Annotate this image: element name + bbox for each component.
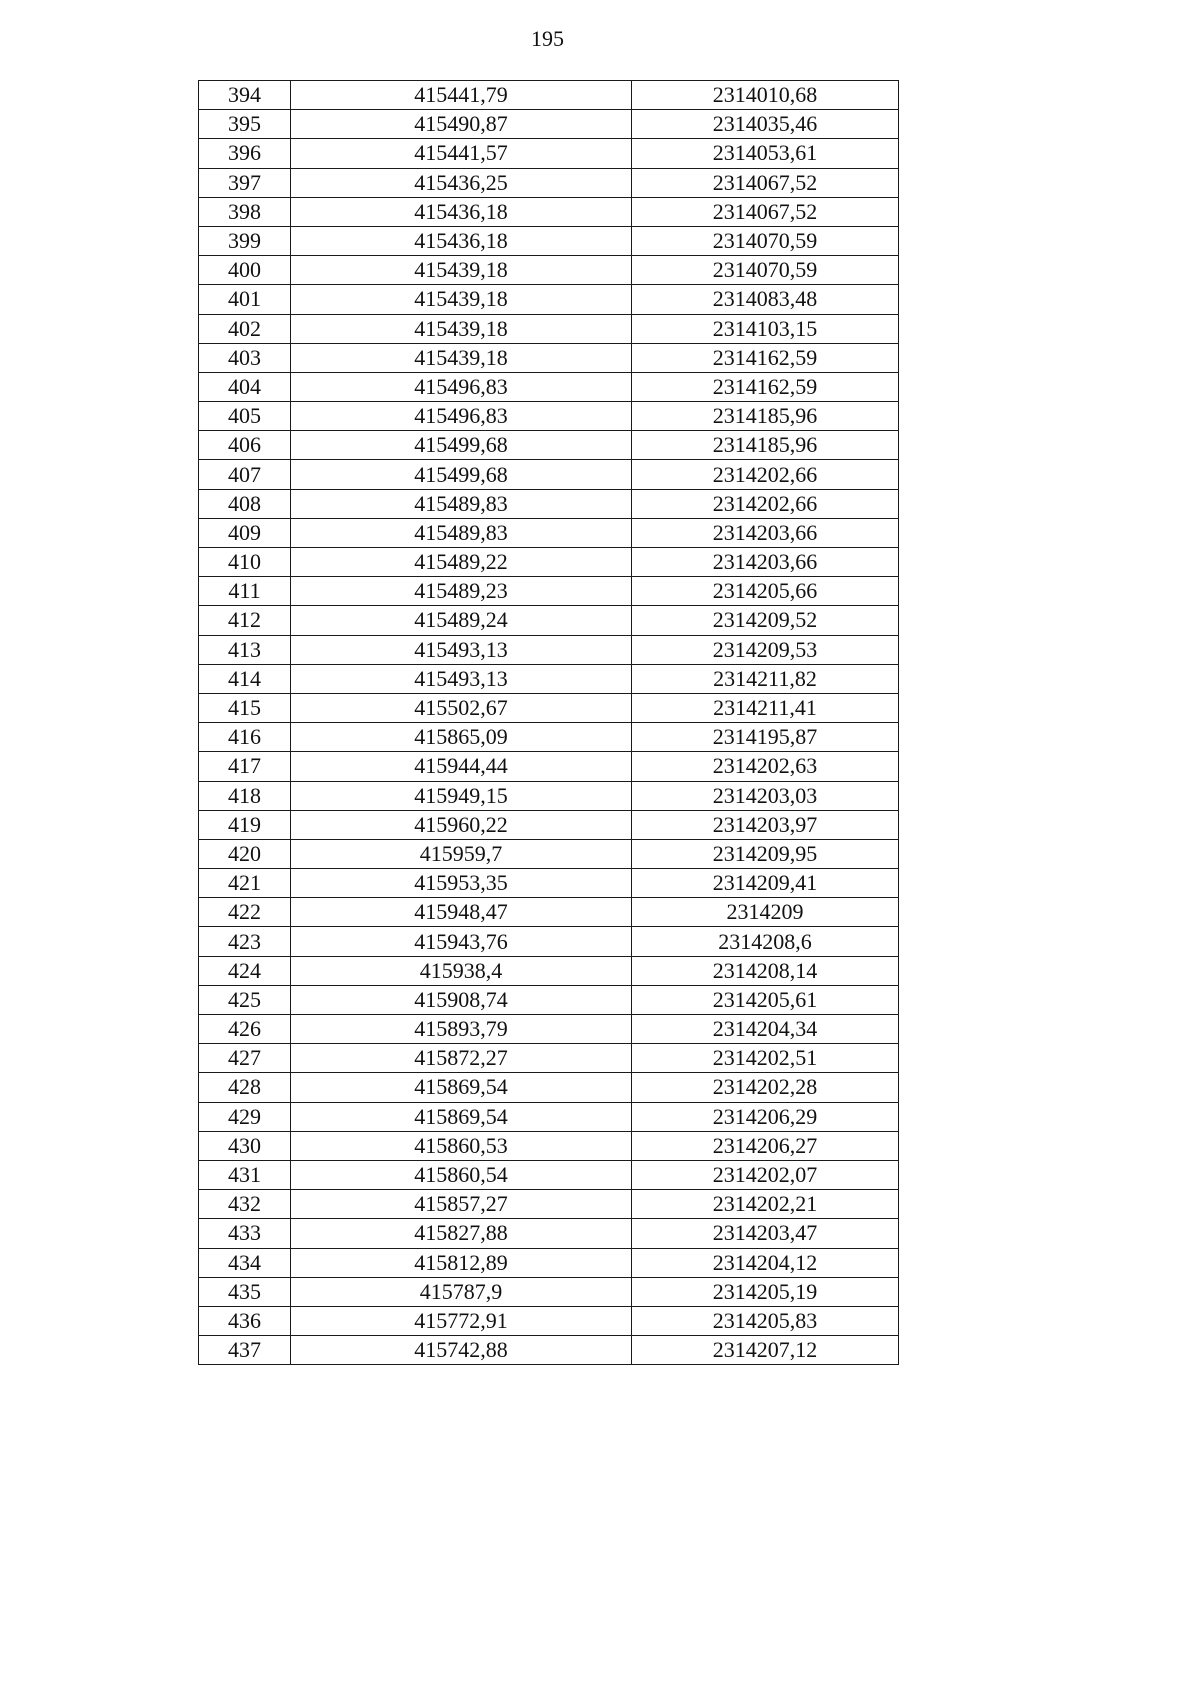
y-coordinate-cell: 2314202,63 [632, 752, 899, 781]
y-coordinate-cell: 2314208,6 [632, 927, 899, 956]
y-coordinate-cell: 2314070,59 [632, 256, 899, 285]
y-coordinate-cell: 2314053,61 [632, 139, 899, 168]
table-row [199, 723, 899, 752]
x-coordinate-cell: 415812,89 [291, 1248, 632, 1277]
y-coordinate-cell: 2314185,96 [632, 402, 899, 431]
table-row [199, 1131, 899, 1160]
y-coordinate-cell: 2314202,51 [632, 1044, 899, 1073]
table-row [199, 1336, 899, 1365]
table-row [199, 518, 899, 547]
y-coordinate-cell: 2314203,47 [632, 1219, 899, 1248]
table-row [199, 898, 899, 927]
y-coordinate-cell: 2314202,07 [632, 1160, 899, 1189]
point-number-cell: 424 [199, 956, 291, 985]
table-row [199, 606, 899, 635]
table-row [199, 1160, 899, 1189]
point-number-cell: 427 [199, 1044, 291, 1073]
y-coordinate-cell: 2314209,52 [632, 606, 899, 635]
y-coordinate-cell: 2314067,52 [632, 168, 899, 197]
point-number-cell: 401 [199, 285, 291, 314]
y-coordinate-cell: 2314211,82 [632, 664, 899, 693]
table-row [199, 664, 899, 693]
coordinates-table-body [199, 81, 899, 1365]
table-row [199, 256, 899, 285]
table-row [199, 1015, 899, 1044]
table-row [199, 314, 899, 343]
x-coordinate-cell: 415499,68 [291, 431, 632, 460]
point-number-cell: 413 [199, 635, 291, 664]
y-coordinate-cell: 2314204,34 [632, 1015, 899, 1044]
x-coordinate-cell: 415943,76 [291, 927, 632, 956]
x-coordinate-cell: 415860,54 [291, 1160, 632, 1189]
point-number-cell: 416 [199, 723, 291, 752]
y-coordinate-cell: 2314070,59 [632, 226, 899, 255]
y-coordinate-cell: 2314208,14 [632, 956, 899, 985]
point-number-cell: 402 [199, 314, 291, 343]
point-number-cell: 429 [199, 1102, 291, 1131]
point-number-cell: 411 [199, 577, 291, 606]
point-number-cell: 435 [199, 1277, 291, 1306]
x-coordinate-cell: 415441,79 [291, 81, 632, 110]
y-coordinate-cell: 2314035,46 [632, 110, 899, 139]
point-number-cell: 403 [199, 343, 291, 372]
x-coordinate-cell: 415827,88 [291, 1219, 632, 1248]
table-row [199, 1102, 899, 1131]
x-coordinate-cell: 415489,83 [291, 518, 632, 547]
coordinates-table [198, 80, 899, 1365]
x-coordinate-cell: 415439,18 [291, 256, 632, 285]
table-row [199, 226, 899, 255]
x-coordinate-cell: 415953,35 [291, 869, 632, 898]
point-number-cell: 425 [199, 985, 291, 1014]
point-number-cell: 428 [199, 1073, 291, 1102]
table-row [199, 285, 899, 314]
table-row [199, 139, 899, 168]
x-coordinate-cell: 415489,24 [291, 606, 632, 635]
point-number-cell: 406 [199, 431, 291, 460]
x-coordinate-cell: 415490,87 [291, 110, 632, 139]
table-row [199, 110, 899, 139]
x-coordinate-cell: 415944,44 [291, 752, 632, 781]
y-coordinate-cell: 2314205,66 [632, 577, 899, 606]
x-coordinate-cell: 415493,13 [291, 664, 632, 693]
point-number-cell: 409 [199, 518, 291, 547]
table-row [199, 635, 899, 664]
table-row [199, 1248, 899, 1277]
table-row [199, 489, 899, 518]
point-number-cell: 414 [199, 664, 291, 693]
x-coordinate-cell: 415496,83 [291, 402, 632, 431]
y-coordinate-cell: 2314162,59 [632, 343, 899, 372]
table-row [199, 1044, 899, 1073]
point-number-cell: 437 [199, 1336, 291, 1365]
point-number-cell: 432 [199, 1190, 291, 1219]
y-coordinate-cell: 2314205,83 [632, 1306, 899, 1335]
x-coordinate-cell: 415493,13 [291, 635, 632, 664]
x-coordinate-cell: 415502,67 [291, 693, 632, 722]
y-coordinate-cell: 2314204,12 [632, 1248, 899, 1277]
x-coordinate-cell: 415742,88 [291, 1336, 632, 1365]
point-number-cell: 431 [199, 1160, 291, 1189]
y-coordinate-cell: 2314206,29 [632, 1102, 899, 1131]
x-coordinate-cell: 415499,68 [291, 460, 632, 489]
x-coordinate-cell: 415949,15 [291, 781, 632, 810]
x-coordinate-cell: 415489,23 [291, 577, 632, 606]
point-number-cell: 419 [199, 810, 291, 839]
point-number-cell: 417 [199, 752, 291, 781]
point-number-cell: 423 [199, 927, 291, 956]
table-row [199, 927, 899, 956]
x-coordinate-cell: 415869,54 [291, 1073, 632, 1102]
y-coordinate-cell: 2314010,68 [632, 81, 899, 110]
table-row [199, 548, 899, 577]
point-number-cell: 421 [199, 869, 291, 898]
point-number-cell: 395 [199, 110, 291, 139]
point-number-cell: 394 [199, 81, 291, 110]
point-number-cell: 398 [199, 197, 291, 226]
y-coordinate-cell: 2314206,27 [632, 1131, 899, 1160]
table-row [199, 752, 899, 781]
x-coordinate-cell: 415441,57 [291, 139, 632, 168]
point-number-cell: 422 [199, 898, 291, 927]
y-coordinate-cell: 2314083,48 [632, 285, 899, 314]
table-row [199, 343, 899, 372]
y-coordinate-cell: 2314203,97 [632, 810, 899, 839]
x-coordinate-cell: 415959,7 [291, 839, 632, 868]
x-coordinate-cell: 415772,91 [291, 1306, 632, 1335]
y-coordinate-cell: 2314205,61 [632, 985, 899, 1014]
point-number-cell: 426 [199, 1015, 291, 1044]
x-coordinate-cell: 415439,18 [291, 285, 632, 314]
y-coordinate-cell: 2314207,12 [632, 1336, 899, 1365]
point-number-cell: 415 [199, 693, 291, 722]
x-coordinate-cell: 415857,27 [291, 1190, 632, 1219]
x-coordinate-cell: 415439,18 [291, 343, 632, 372]
table-row [199, 1306, 899, 1335]
y-coordinate-cell: 2314162,59 [632, 372, 899, 401]
x-coordinate-cell: 415960,22 [291, 810, 632, 839]
point-number-cell: 420 [199, 839, 291, 868]
x-coordinate-cell: 415436,25 [291, 168, 632, 197]
point-number-cell: 399 [199, 226, 291, 255]
point-number-cell: 412 [199, 606, 291, 635]
y-coordinate-cell: 2314205,19 [632, 1277, 899, 1306]
y-coordinate-cell: 2314202,66 [632, 460, 899, 489]
x-coordinate-cell: 415436,18 [291, 197, 632, 226]
table-row [199, 781, 899, 810]
x-coordinate-cell: 415908,74 [291, 985, 632, 1014]
x-coordinate-cell: 415787,9 [291, 1277, 632, 1306]
table-row [199, 810, 899, 839]
y-coordinate-cell: 2314202,21 [632, 1190, 899, 1219]
y-coordinate-cell: 2314209,41 [632, 869, 899, 898]
x-coordinate-cell: 415869,54 [291, 1102, 632, 1131]
table-row [199, 956, 899, 985]
y-coordinate-cell: 2314203,66 [632, 518, 899, 547]
y-coordinate-cell: 2314195,87 [632, 723, 899, 752]
y-coordinate-cell: 2314209,95 [632, 839, 899, 868]
point-number-cell: 407 [199, 460, 291, 489]
y-coordinate-cell: 2314203,66 [632, 548, 899, 577]
y-coordinate-cell: 2314203,03 [632, 781, 899, 810]
table-row [199, 1277, 899, 1306]
point-number-cell: 418 [199, 781, 291, 810]
y-coordinate-cell: 2314209 [632, 898, 899, 927]
x-coordinate-cell: 415872,27 [291, 1044, 632, 1073]
table-row [199, 402, 899, 431]
table-row [199, 839, 899, 868]
x-coordinate-cell: 415948,47 [291, 898, 632, 927]
point-number-cell: 408 [199, 489, 291, 518]
table-row [199, 81, 899, 110]
table-row [199, 168, 899, 197]
x-coordinate-cell: 415489,83 [291, 489, 632, 518]
point-number-cell: 430 [199, 1131, 291, 1160]
table-row [199, 460, 899, 489]
point-number-cell: 405 [199, 402, 291, 431]
x-coordinate-cell: 415938,4 [291, 956, 632, 985]
page-number: 195 [531, 26, 564, 51]
table-row [199, 577, 899, 606]
table-row [199, 197, 899, 226]
table-row [199, 431, 899, 460]
point-number-cell: 433 [199, 1219, 291, 1248]
x-coordinate-cell: 415439,18 [291, 314, 632, 343]
point-number-cell: 396 [199, 139, 291, 168]
x-coordinate-cell: 415893,79 [291, 1015, 632, 1044]
table-row [199, 985, 899, 1014]
table-row [199, 869, 899, 898]
x-coordinate-cell: 415865,09 [291, 723, 632, 752]
point-number-cell: 404 [199, 372, 291, 401]
point-number-cell: 434 [199, 1248, 291, 1277]
y-coordinate-cell: 2314202,66 [632, 489, 899, 518]
table-row [199, 1219, 899, 1248]
x-coordinate-cell: 415860,53 [291, 1131, 632, 1160]
point-number-cell: 436 [199, 1306, 291, 1335]
x-coordinate-cell: 415496,83 [291, 372, 632, 401]
x-coordinate-cell: 415436,18 [291, 226, 632, 255]
point-number-cell: 410 [199, 548, 291, 577]
y-coordinate-cell: 2314103,15 [632, 314, 899, 343]
table-row [199, 693, 899, 722]
table-row [199, 372, 899, 401]
table-row [199, 1190, 899, 1219]
y-coordinate-cell: 2314202,28 [632, 1073, 899, 1102]
x-coordinate-cell: 415489,22 [291, 548, 632, 577]
y-coordinate-cell: 2314067,52 [632, 197, 899, 226]
y-coordinate-cell: 2314185,96 [632, 431, 899, 460]
y-coordinate-cell: 2314209,53 [632, 635, 899, 664]
point-number-cell: 397 [199, 168, 291, 197]
y-coordinate-cell: 2314211,41 [632, 693, 899, 722]
table-row [199, 1073, 899, 1102]
point-number-cell: 400 [199, 256, 291, 285]
